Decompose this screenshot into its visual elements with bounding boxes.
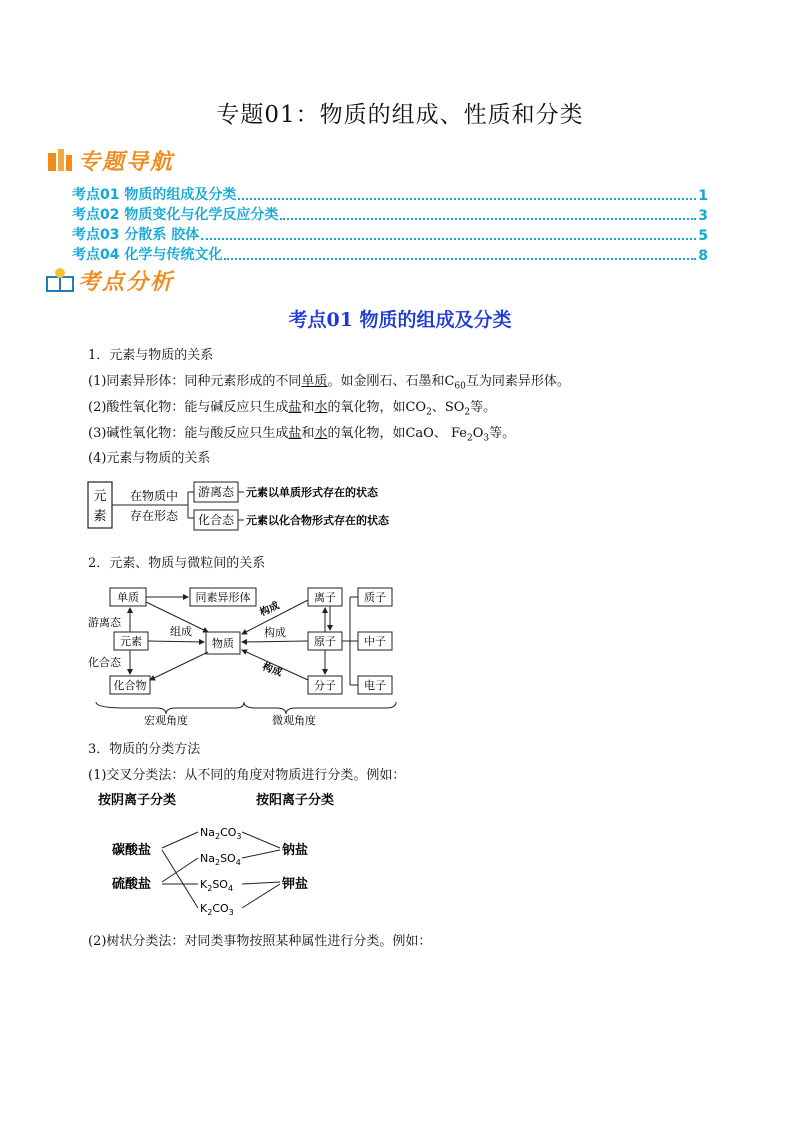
para-basic-oxide bbox=[88, 422, 515, 444]
text: 和 bbox=[301, 426, 315, 441]
text: 和 bbox=[301, 400, 315, 415]
electron: 电子 bbox=[364, 679, 386, 692]
link bbox=[162, 832, 198, 848]
text: 盐 bbox=[288, 400, 302, 415]
free-label: 游离态 bbox=[88, 616, 121, 629]
sodium-salt: 钠盐 bbox=[282, 843, 309, 858]
text: 水 bbox=[314, 426, 328, 441]
text: O bbox=[472, 426, 484, 441]
text: (3)碱性氧化物：能与酸反应只生成 bbox=[88, 426, 289, 441]
arrow bbox=[148, 641, 204, 642]
analysis-heading bbox=[46, 266, 174, 294]
arrow bbox=[150, 652, 208, 680]
toc-item-1[interactable] bbox=[72, 184, 708, 204]
text: 等。 bbox=[489, 426, 516, 441]
nav-heading-label: 专题导航 bbox=[78, 149, 175, 175]
by-anion: 按阴离子分类 bbox=[98, 793, 177, 808]
compound: 化合物 bbox=[113, 679, 147, 692]
toc-item-3[interactable] bbox=[72, 224, 708, 244]
combined-desc: 元素以化合物形式存在的状态 bbox=[246, 514, 389, 527]
by-cation: 按阳离子分类 bbox=[256, 793, 335, 808]
formula-k2so4: $K_2SO_4$ bbox=[200, 878, 234, 893]
molecule: 分子 bbox=[314, 679, 336, 692]
analysis-heading-label: 考点分析 bbox=[78, 269, 175, 295]
link bbox=[242, 850, 280, 858]
ion: 离子 bbox=[314, 591, 336, 604]
micro-brace bbox=[244, 702, 396, 714]
para-tree-classification: (2)树状分类法：对同类事物按照某种属性进行分类。例如： bbox=[88, 934, 432, 949]
para-cross-classification: (1)交叉分类法：从不同的角度对物质进行分类。例如： bbox=[88, 768, 406, 783]
element: 元素 bbox=[120, 635, 142, 648]
simple: 单质 bbox=[117, 591, 139, 604]
proton: 质子 bbox=[364, 591, 386, 604]
toc-item-2[interactable] bbox=[72, 204, 708, 224]
lightbulb-book-icon bbox=[46, 267, 74, 293]
text: 的氧化物，如CaO、 Fe bbox=[327, 426, 467, 441]
text: (1)同素异形体：同种元素形成的不同 bbox=[88, 374, 302, 389]
substance: 物质 bbox=[212, 637, 234, 650]
carbonate: 碳酸盐 bbox=[112, 843, 152, 858]
nav-heading bbox=[46, 146, 174, 174]
compose-label: 组成 bbox=[170, 625, 192, 638]
toc-item-label: 考点02 物质变化与化学反应分类 bbox=[72, 207, 279, 223]
heading-1: 1．元素与物质的关系 bbox=[88, 348, 214, 363]
toc-page: 5 bbox=[698, 228, 708, 244]
toc-page: 3 bbox=[698, 208, 708, 224]
diagram-matter-particles bbox=[86, 580, 406, 726]
formula-k2co3: $K_2CO_3$ bbox=[200, 902, 234, 917]
subscript: 2 bbox=[464, 407, 471, 418]
link bbox=[242, 884, 280, 908]
text: 水 bbox=[314, 400, 328, 415]
constitute-label-2: 构成 bbox=[264, 626, 286, 639]
toc-item-label: 考点01 物质的组成及分类 bbox=[72, 187, 237, 203]
element-bottom: 素 bbox=[93, 509, 107, 524]
macro-label: 宏观角度 bbox=[144, 714, 188, 726]
toc-item-label: 考点04 化学与传统文化 bbox=[72, 247, 223, 263]
toc-item-4[interactable] bbox=[72, 244, 708, 264]
free-state: 游离态 bbox=[197, 485, 235, 499]
toc-leader bbox=[238, 198, 696, 200]
toc-leader bbox=[224, 258, 696, 260]
text: 。如金刚石、石墨和C bbox=[327, 374, 455, 389]
para-allotrope bbox=[88, 370, 570, 392]
atom: 原子 bbox=[314, 635, 336, 648]
constitute-label-1: 构成 bbox=[258, 600, 282, 619]
link bbox=[242, 882, 280, 884]
element-top: 元 bbox=[93, 489, 107, 504]
toc-leader bbox=[201, 238, 696, 240]
neutron: 中子 bbox=[364, 635, 386, 648]
subscript: 60 bbox=[454, 381, 466, 392]
arrow bbox=[242, 641, 308, 642]
subscript: 3 bbox=[483, 433, 490, 444]
text: 等。 bbox=[470, 400, 497, 415]
free-desc: 元素以单质形式存在的状态 bbox=[246, 486, 378, 499]
text: 的氧化物，如CO bbox=[327, 400, 427, 415]
text: 单质 bbox=[301, 374, 328, 389]
mid-line-1: 在物质中 bbox=[129, 489, 179, 503]
text: (2)酸性氧化物：能与碱反应只生成 bbox=[88, 400, 289, 415]
potassium-salt: 钾盐 bbox=[282, 877, 309, 892]
para-element-relation: (4)元素与物质的关系 bbox=[88, 451, 211, 466]
heading-2: 2．元素、物质与微粒间的关系 bbox=[88, 556, 266, 571]
diagram-cross-classification bbox=[96, 790, 356, 920]
toc-item-label: 考点03 分散系 胶体 bbox=[72, 227, 200, 243]
section-title: 考点01 物质的组成及分类 bbox=[288, 309, 512, 331]
text: 盐 bbox=[288, 426, 302, 441]
nav-book-icon bbox=[46, 147, 74, 173]
para-acidic-oxide bbox=[88, 396, 496, 418]
formula-na2so4: $Na_2SO_4$ bbox=[200, 852, 241, 867]
toc bbox=[72, 184, 708, 264]
text: 互为同素异形体。 bbox=[465, 374, 570, 389]
text: 、SO bbox=[431, 400, 465, 415]
diagram-element-states bbox=[86, 478, 416, 534]
link bbox=[242, 832, 280, 848]
toc-page: 8 bbox=[698, 248, 708, 264]
toc-page: 1 bbox=[698, 188, 708, 204]
formula-na2co3: $Na_2CO_3$ bbox=[200, 826, 242, 841]
heading-3: 3．物质的分类方法 bbox=[88, 742, 201, 757]
combined-label: 化合态 bbox=[88, 656, 121, 669]
toc-leader bbox=[280, 218, 696, 220]
micro-label: 微观角度 bbox=[272, 714, 316, 726]
subscript: 2 bbox=[426, 407, 432, 418]
subscript: 2 bbox=[466, 433, 473, 444]
macro-brace bbox=[96, 702, 244, 714]
sulfate: 硫酸盐 bbox=[112, 877, 152, 892]
combined-state: 化合态 bbox=[197, 513, 235, 527]
constitute-label-3: 构成 bbox=[260, 661, 284, 679]
mid-line-2: 存在形态 bbox=[129, 509, 179, 523]
allotrope: 同素异形体 bbox=[195, 591, 251, 604]
page-title: 专题01：物质的组成、性质和分类 bbox=[216, 102, 584, 128]
